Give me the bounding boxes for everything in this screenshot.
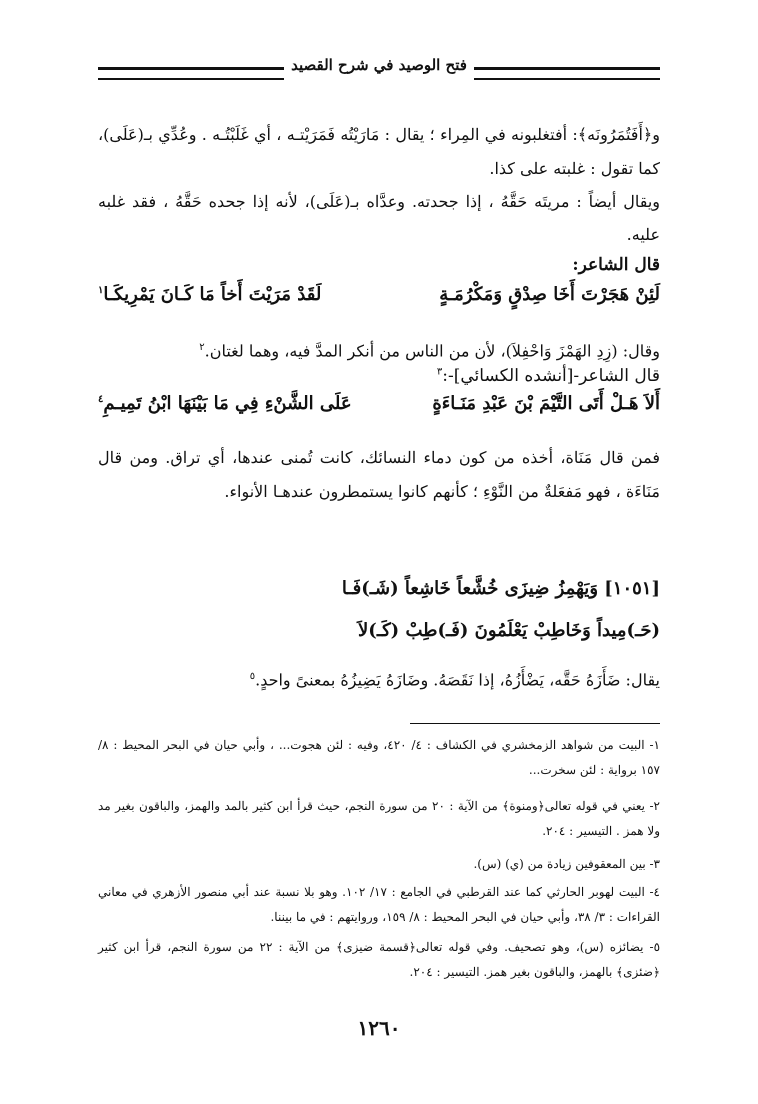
page-number: ١٢٦٠	[357, 1016, 401, 1040]
paragraph-5	[98, 662, 660, 695]
poet-label-1: قال الشاعر:	[572, 255, 660, 275]
paragraph-5-text: يقال: ضَأَزَهُ حَقَّه، يَضْأَزُهُ، إذا نَقَصَهُ. وضَازَهُ يَضِيزُهُ بمعنىً واحدٍ.	[255, 670, 660, 690]
verse-2-second-hemistich	[98, 393, 352, 414]
poem-entry-line-2: (حَـ)مِيداً وَخَاطِبْ يَعْلَمُونَ (فَـ)طِبْ (كَـ)لاَ	[358, 620, 660, 641]
footnote-3: ٣- بين المعقوفين زيادة من (ي) (س).	[473, 857, 660, 871]
running-header	[98, 56, 660, 86]
poem-entry-line-1: [١٠٥١] وَيَهْمِزُ ضِيزَى خُشَّعاً خَاشِعاً (شَـ)فَـا	[341, 578, 660, 599]
paragraph-2: ويقال أيضاً : مريتَه حَقَّهُ ، إذا جحدته. وعدَّاه بـ(عَلَى)، لأنه إذا جحده حَقَّهُ ، فقد غلبه عليه.	[98, 192, 660, 244]
footnote-separator	[410, 723, 660, 724]
paragraph-3	[98, 334, 660, 365]
footnote-5: ٥- يضائزه (س)، وهو تصحيف. وفي قوله تعالى﴿قسمة ضيزى﴾ من الآية : ٢٢ من سورة النجم، قرأ ابن كثير ﴿ضئزى﴾ بالهمز، والباقون بغير همز. التيسير : ٢٠٤.	[98, 940, 661, 979]
header-title: فتح الوصيد في شرح القصيد	[291, 56, 467, 74]
verse-2-second-text: عَلَى الشَّنْءِ فِي مَا بَيْنَهَا ابْنُ تَمِيـمِ	[103, 393, 352, 414]
verse-1-first-hemistich: لَئِنْ هَجَرْتَ أَخَا صِدْقٍ وَمَكْرُمَـةٍ	[439, 284, 660, 305]
paragraph-1: و﴿أَفَتُمَرُونَه﴾: أفتغلبونه في المِراء ؛ يقال : مَارَيْتُه فَمَرَيْتـه ، أي غَلَبْتُـه . وعُدِّي بـ(عَلَى)، كما تقول : غلبته على كذا.	[98, 125, 660, 178]
verse-1-second-text: لَقَدْ مَرَيْتَ أَخاً مَا كَـانَ يَمْرِيكَـا	[103, 284, 322, 305]
poet-label-2	[98, 366, 660, 386]
header-rule-left	[98, 67, 284, 80]
footnote-1: ١- البيت من شواهد الزمخشري في الكشاف : ٤/ ٤٢٠، وفيه : لئن هجوت... ، وأبي حيان في البحر المحيط : ٨/ ١٥٧ برواية : لئن سخرت...	[98, 738, 660, 777]
footnote-ref-2[interactable]: ٢	[199, 342, 205, 353]
poet-label-2-text: قال الشاعر-[أنشده الكسائي]-:	[442, 366, 660, 386]
verse-1-second-hemistich	[98, 284, 321, 305]
header-rule-right	[474, 67, 660, 80]
footnote-ref-1[interactable]: ١	[98, 285, 104, 296]
footnote-ref-3[interactable]: ٣	[436, 366, 443, 378]
verse-1	[98, 284, 660, 318]
verse-2-first-hemistich: أَلاَ هَـلْ أَتَى التَّيْمَ بْنَ عَبْدِ مَنَـاءَةٍ	[432, 393, 660, 414]
footnote-ref-4[interactable]: ٤	[98, 394, 104, 405]
verse-2	[98, 393, 660, 427]
footnote-2: ٢- يعني في قوله تعالى﴿ومنوة﴾ من الآية : ٢٠ من سورة النجم، حيث قرأ ابن كثير بالمد والهمز، والباقون بغير مد ولا همز . التيسير : ٢٠٤.	[98, 799, 660, 838]
paragraph-3-text: وقال: (زِدِ الهَمْزَ وَاحْفِلاَ)، لأن من الناس من أنكر المدَّ فيه، وهما لغتان.	[204, 341, 660, 361]
footnote-4: ٤- البيت لهوبر الحارثي كما عند القرطبي في الجامع : ١٧/ ١٠٢. وهو بلا نسبة عند أبي منصور الأزهري في معاني القراءات : ٣/ ٣٨، وأبي حيان في البحر المحيط : ٨/ ١٥٩، وروايتهم : في ما بيننا.	[98, 885, 660, 924]
footnote-ref-5[interactable]: ٥	[249, 671, 256, 682]
paragraph-4: فمن قال مَنَاة، أخذه من كون دماء النسائك، كانت تُمنى عندها، أي تراق. ومن قال مَنَاءَة ، فهو مَفعَلةٌ من النَّوْءِ ؛ كأنهم كانوا يستمطرون عندهـا الأنواء.	[98, 448, 660, 501]
